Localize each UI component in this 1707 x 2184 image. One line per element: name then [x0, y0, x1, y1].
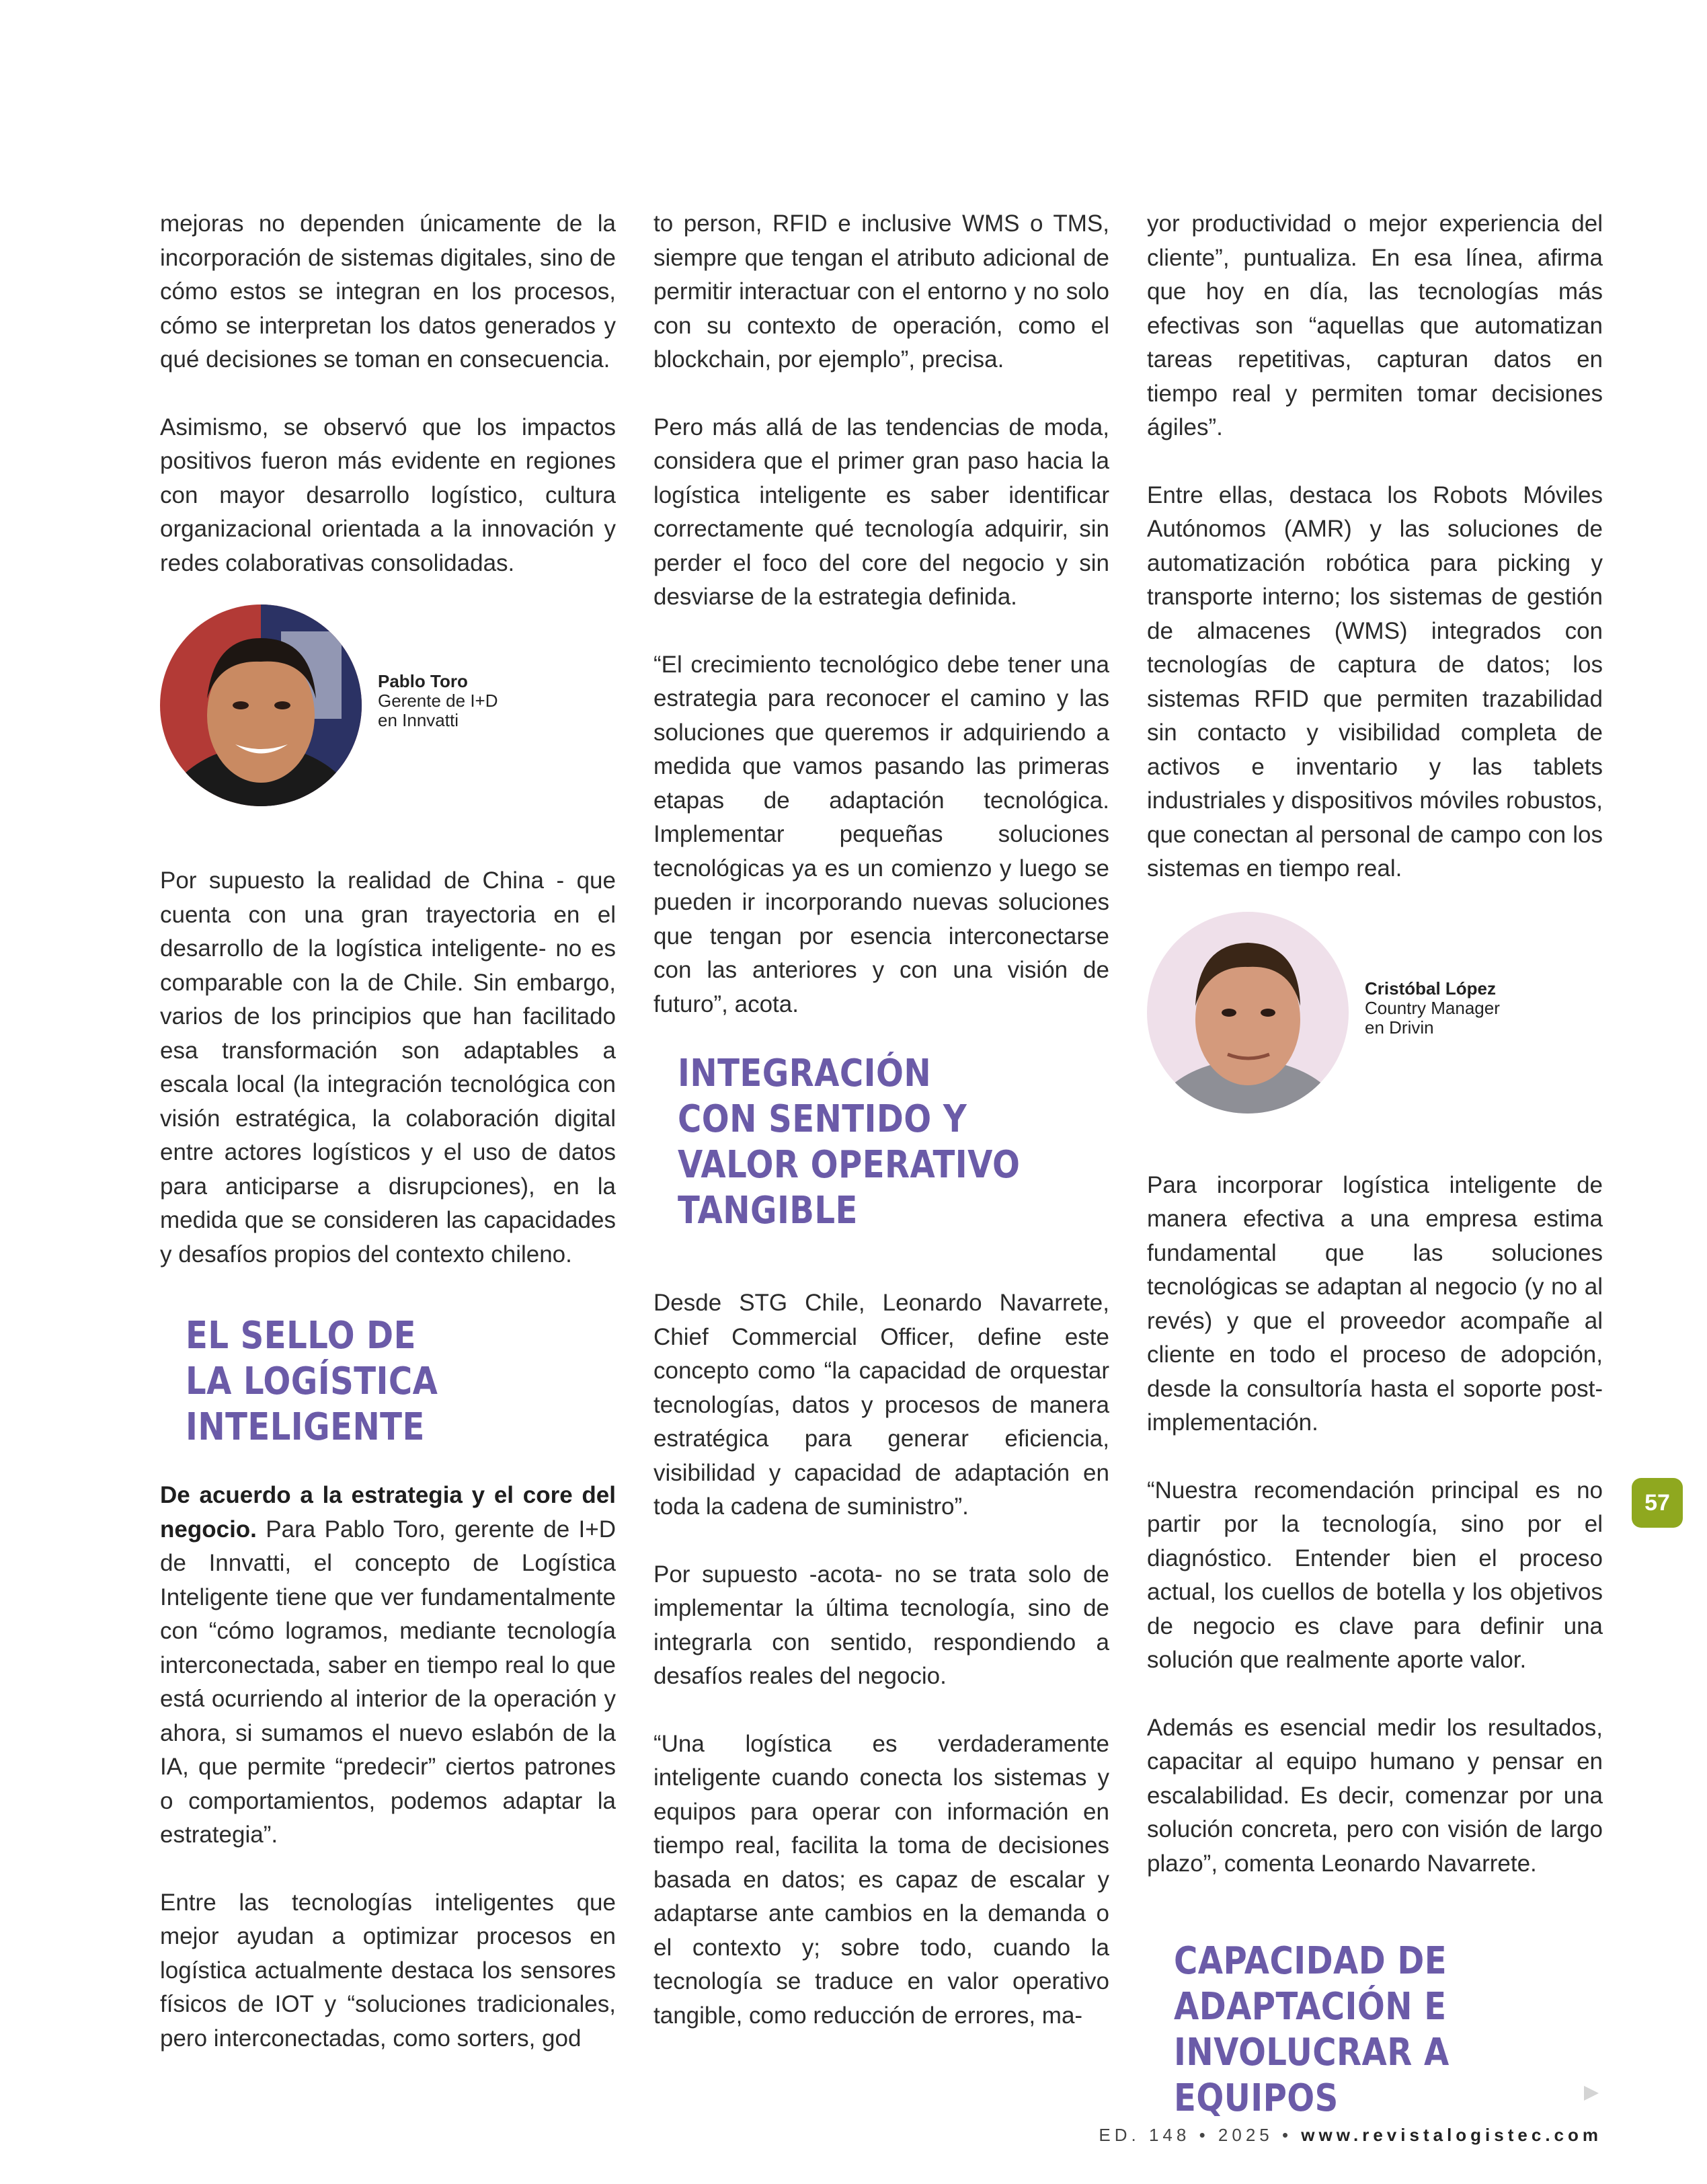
paragraph: Además es esencial medir los resultados, capacitar al equipo humano y pensar en escalabilidad. Es decir, comenzar por una solución concreta, pero con visión de largo plazo”, comenta Leonardo Navarrete.: [1147, 1714, 1603, 1877]
page-number-badge: 57: [1632, 1478, 1683, 1528]
section-heading-3: [1147, 1939, 1603, 2121]
article-column-2: [653, 207, 1109, 2033]
heading-line: VALOR OPERATIVO: [678, 1143, 1021, 1187]
paragraph: Por supuesto la realidad de China - que cuenta con una gran trayectoria en el desarrollo de la logística inteligente- no es comparable con la de Chile. Sin embargo, varios de los principios que han facilitado esa transformación son adaptables a escala local (la integración tecnológica con visión estratégica, la colaboración digital entre actores logísticos y el uso de datos para anticiparse a disrupciones), en la medida que se consideren las capacidades y desafíos propios del contexto chileno.: [160, 867, 616, 1268]
lead-in: De acuerdo a la estrategia y el core del negocio.: [160, 1482, 616, 1543]
edition-label: ED. 148 • 2025 •: [1099, 2125, 1302, 2145]
paragraph-body: Para Pablo Toro, gerente de I+D de Innvatti, el concepto de Logística Inteligente tiene que ver fundamentalmente con “cómo logramos, mediante tecnología interconectada, saber en tiempo real lo que está ocurriendo al interior de la operación y ahora, si sumamos el nuevo eslabón de la IA, que permite “predecir” ciertos patrones o comportamientos, podemos adaptar la estrategia”.: [160, 1516, 616, 1848]
article-column-3: [1147, 207, 1603, 2121]
website-url: www.revistalogistec.com: [1301, 2125, 1602, 2145]
heading-line: INVOLUCRAR A: [1174, 2031, 1450, 2074]
footer: [1099, 2125, 1602, 2146]
paragraph: “El crecimiento tecnológico debe tener una estrategia para reconocer el camino y las soluciones que queremos ir adquiriendo a medida que vamos pasando las primeras etapas de adaptación tecnológica. Implementar pequeñas soluciones tecnológicas ya es un comienzo y luego se pueden ir incorporando nuevas soluciones que tengan por esencia interconectarse con las anteriores y con una visión de futuro”, acota.: [653, 651, 1109, 1017]
person-name: Pablo Toro: [378, 671, 468, 691]
portrait-caption: [1365, 979, 1500, 1038]
section-heading-1: [160, 1313, 616, 1450]
paragraph: Entre ellas, destaca los Robots Móviles Autónomos (AMR) y las soluciones de automatización robótica para picking y transporte interno; los sistemas de gestión de almacenes (WMS) integrados con tecnologías de captura de datos; los sistemas RFID que permiten trazabilidad sin contacto y visibilidad completa de activos e inventario y las tablets industriales y dispositivos móviles robustos, que conectan al personal de campo con los sistemas en tiempo real.: [1147, 481, 1603, 882]
heading-line: ADAPTACIÓN E: [1174, 1985, 1447, 2029]
paragraph: [160, 1479, 616, 1852]
heading-line: CON SENTIDO Y: [678, 1097, 967, 1141]
portrait-photo: [160, 604, 362, 806]
paragraph: Por supuesto -acota- no se trata solo de implementar la última tecnología, sino de integrarla con sentido, respondiendo a desafíos reales del negocio.: [653, 1561, 1109, 1689]
paragraph: “Nuestra recomendación principal es no partir por la tecnología, sino por el diagnóstico. Entender bien el proceso actual, los cuellos de botella y los objetivos de negocio es clave para definir una solución que realmente aporte valor.: [1147, 1477, 1603, 1673]
person-company: en Drivin: [1365, 1017, 1434, 1038]
paragraph: Entre las tecnologías inteligentes que mejor ayudan a optimizar procesos en logística actualmente destaca los sensores físicos de IOT y “soluciones tradicionales, pero interconectadas, como sorters, god: [160, 1889, 616, 2052]
portrait-cristobal-lopez-icon: [1147, 912, 1349, 1114]
heading-line: TANGIBLE: [678, 1189, 858, 1233]
heading-line: LA LOGÍSTICA: [186, 1360, 438, 1403]
paragraph: Pero más allá de las tendencias de moda, considera que el primer gran paso hacia la logística inteligente es saber identificar correctamente qué tecnología adquirir, sin perder el foco del core del negocio y sin desviarse de la estrategia definida.: [653, 414, 1109, 610]
portrait-pablo-toro-icon: [160, 604, 362, 806]
paragraph: Desde STG Chile, Leonardo Navarrete, Chief Commercial Officer, define este concepto como “la capacidad de orquestar tecnologías, datos y procesos de manera estratégica para generar eficiencia, visibilidad y capacidad de adaptación en toda la cadena de suministro”.: [653, 1290, 1109, 1520]
paragraph: mejoras no dependen únicamente de la incorporación de sistemas digitales, sino de cómo estos se integran en los procesos, cómo se interpretan los datos generados y qué decisiones se toman en consecuencia.: [160, 210, 616, 373]
paragraph: Para incorporar logística inteligente de manera efectiva a una empresa estima fundamental que las soluciones tecnológicas se adaptan al negocio (y no al revés) y que el proveedor acompañe al cliente en todo el proceso de adopción, desde la consultoría hasta el soporte post-implementación.: [1147, 1171, 1603, 1436]
paragraph: to person, RFID e inclusive WMS o TMS, siempre que tengan el atributo adicional de permitir interactuar con el entorno y no solo con su contexto de operación, como el blockchain, por ejemplo”, precisa.: [653, 210, 1109, 373]
person-role: Gerente de I+D: [378, 691, 498, 711]
heading-line: CAPACIDAD DE: [1174, 1939, 1447, 1983]
paragraph: yor productividad o mejor experiencia del cliente”, puntualiza. En esa línea, afirma que hoy en día, las tecnologías más efectivas son “aquellas que automatizan tareas repetitivas, capturan datos en tiempo real y permiten tomar decisiones ágiles”.: [1147, 210, 1603, 440]
person-role: Country Manager: [1365, 997, 1500, 1018]
article-column-1: [160, 207, 616, 2056]
profile-pablo-toro: [160, 604, 616, 813]
next-page-arrow-icon: [1581, 2083, 1601, 2103]
paragraph: “Una logística es verdaderamente inteligente cuando conecta los sistemas y equipos para operar con información en tiempo real, facilita la toma de decisiones basada en datos; es capaz de escalar y adaptarse ante cambios en la demanda o el contexto y; sobre todo, cuando la tecnología se traduce en valor operativo tangible, como reducción de errores, ma-: [653, 1730, 1109, 2029]
heading-line: EL SELLO DE: [186, 1314, 416, 1358]
paragraph: Asimismo, se observó que los impactos positivos fueron más evidente en regiones con mayor desarrollo logístico, cultura organizacional orientada a la innovación y redes colaborativas consolidadas.: [160, 414, 616, 576]
person-name: Cristóbal López: [1365, 978, 1497, 999]
heading-line: INTEGRACIÓN: [678, 1052, 932, 1095]
heading-line: EQUIPOS: [1174, 2076, 1339, 2120]
profile-cristobal-lopez: [1147, 912, 1603, 1120]
heading-line: INTELIGENTE: [186, 1405, 425, 1449]
portrait-photo: [1147, 912, 1349, 1114]
person-company: en Innvatti: [378, 710, 459, 730]
portrait-caption: [378, 672, 498, 730]
section-heading-2: [653, 1051, 1109, 1234]
